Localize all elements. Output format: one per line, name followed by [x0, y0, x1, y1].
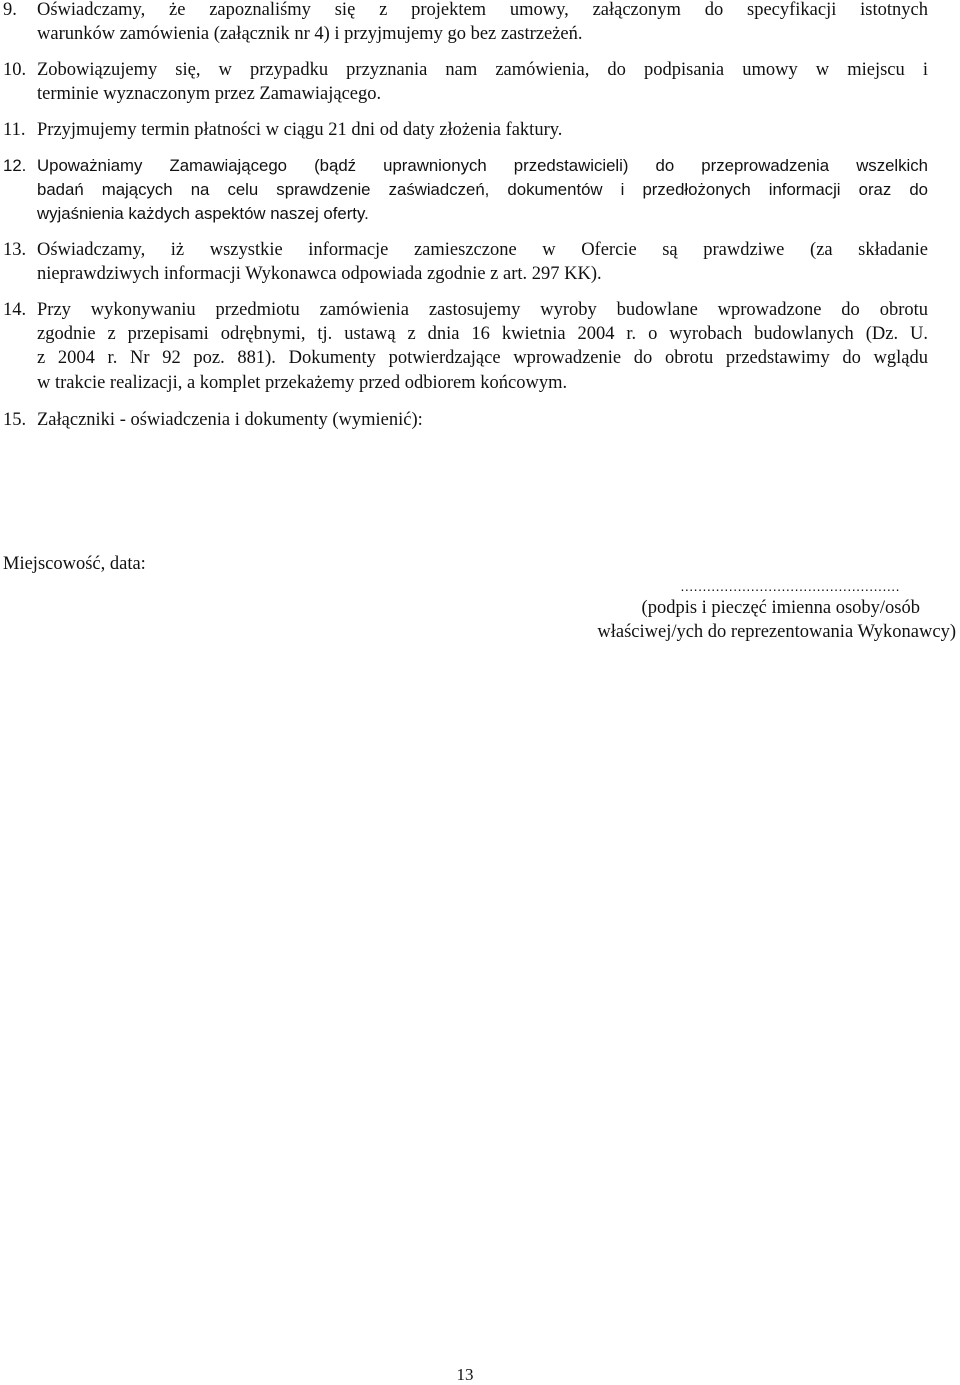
signature-dotted-line: ..................................................	[680, 578, 900, 594]
page-number: 13	[456, 1365, 474, 1384]
clause-text-line: Załączniki - oświadczenia i dokumenty (wymienić):	[37, 410, 423, 430]
clause-9	[3, 0, 928, 46]
clause-number: 9.	[3, 0, 17, 20]
clause-number: 11.	[3, 120, 26, 140]
clause-13	[3, 238, 928, 286]
clause-text-line: Przy wykonywaniu przedmiotu zamówienia zastosujemy wyroby budowlane wprowadzone do obrotu	[37, 300, 928, 320]
clause-text-line: badań mających na celu sprawdzenie zaświadczeń, dokumentów i przedłożonych informacji oraz do	[37, 180, 928, 200]
clause-text-line: nieprawdziwych informacji Wykonawca odpowiada zgodnie z art. 297 KK).	[37, 264, 602, 285]
clause-14	[3, 298, 928, 395]
clause-text-line: w trakcie realizacji, a komplet przekażemy przed odbiorem końcowym.	[37, 372, 568, 393]
place-date-label: Miejscowość, data:	[3, 554, 146, 574]
signature-caption-line-2: właściwej/ych do reprezentowania Wykonawcy)	[597, 622, 956, 643]
clause-number: 10.	[3, 60, 27, 80]
clause-10	[3, 58, 928, 106]
clause-text-line: Przyjmujemy termin płatności w ciągu 21 dni od daty złożenia faktury.	[37, 120, 563, 140]
clause-number: 14.	[3, 300, 27, 320]
clause-text-line: warunków zamówienia (załącznik nr 4) i przyjmujemy go bez zastrzeżeń.	[37, 24, 583, 45]
signature-block	[536, 576, 956, 644]
clause-text-line: Oświadczamy, że zapoznaliśmy się z projektem umowy, załączonym do specyfikacji istotnych	[37, 0, 928, 20]
clause-12	[3, 154, 928, 227]
clause-number: 12.	[3, 156, 27, 175]
clause-text-line: Upoważniamy Zamawiającego (bądź uprawnionych przedstawicieli) do przeprowadzenia wszelkich	[37, 156, 928, 175]
clause-number: 15.	[3, 410, 27, 430]
signature-caption-line-1: (podpis i pieczęć imienna osoby/osób	[641, 598, 920, 618]
clause-text-line: terminie wyznaczonym przez Zamawiającego.	[37, 84, 382, 105]
clause-text-line: wyjaśnienia każdych aspektów naszej oferty.	[37, 204, 369, 224]
clause-11	[3, 118, 928, 142]
clause-text-line: z 2004 r. Nr 92 poz. 881). Dokumenty potwierdzające wprowadzenie do obrotu przedstawimy do wglądu	[37, 348, 928, 369]
clause-text-line: zgodnie z przepisami odrębnymi, tj. ustawą z dnia 16 kwietnia 2004 r. o wyrobach budowlanych (Dz. U.	[37, 324, 928, 345]
clause-number: 13.	[3, 240, 27, 260]
clause-text-line: Oświadczamy, iż wszystkie informacje zamieszczone w Ofercie są prawdziwe (za składanie	[37, 240, 928, 260]
clause-15	[3, 408, 928, 432]
clause-text-line: Zobowiązujemy się, w przypadku przyznania nam zamówienia, do podpisania umowy w miejscu i	[37, 60, 928, 80]
